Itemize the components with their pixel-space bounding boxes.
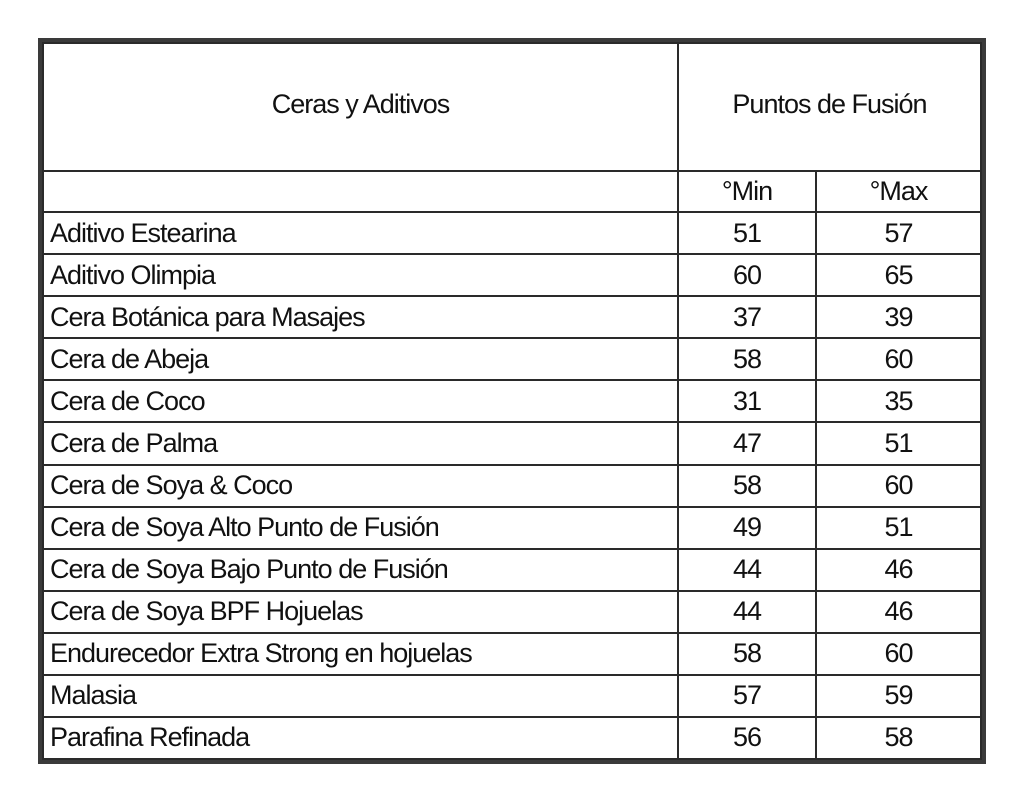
wax-name-cell: Cera Botánica para Masajes (43, 296, 678, 338)
subheader-row (43, 171, 981, 212)
subheader-min: °Min (678, 171, 816, 212)
table-row (43, 296, 981, 338)
header-waxes-additives: Ceras y Aditivos (43, 43, 678, 171)
wax-name-cell: Cera de Soya BPF Hojuelas (43, 591, 678, 633)
table-row (43, 549, 981, 591)
max-value-cell: 46 (816, 549, 981, 591)
wax-name-cell: Cera de Soya Alto Punto de Fusión (43, 507, 678, 549)
wax-name-cell: Aditivo Estearina (43, 212, 678, 254)
wax-name-cell: Aditivo Olimpia (43, 254, 678, 296)
max-value-cell: 60 (816, 465, 981, 507)
max-value-cell: 65 (816, 254, 981, 296)
table-row (43, 254, 981, 296)
table-row (43, 465, 981, 507)
min-value-cell: 37 (678, 296, 816, 338)
min-value-cell: 44 (678, 549, 816, 591)
wax-name-cell: Cera de Abeja (43, 338, 678, 380)
table-row (43, 591, 981, 633)
max-value-cell: 58 (816, 717, 981, 759)
max-value-cell: 51 (816, 422, 981, 464)
max-value-cell: 60 (816, 338, 981, 380)
table-row (43, 422, 981, 464)
wax-name-cell: Cera de Soya & Coco (43, 465, 678, 507)
max-value-cell: 35 (816, 380, 981, 422)
min-value-cell: 51 (678, 212, 816, 254)
min-value-cell: 58 (678, 338, 816, 380)
subheader-empty-cell (43, 171, 678, 212)
max-value-cell: 51 (816, 507, 981, 549)
wax-name-cell: Parafina Refinada (43, 717, 678, 759)
max-value-cell: 57 (816, 212, 981, 254)
header-row (43, 43, 981, 171)
wax-name-cell: Cera de Coco (43, 380, 678, 422)
wax-name-cell: Cera de Soya Bajo Punto de Fusión (43, 549, 678, 591)
min-value-cell: 60 (678, 254, 816, 296)
wax-name-cell: Endurecedor Extra Strong en hojuelas (43, 633, 678, 675)
max-value-cell: 39 (816, 296, 981, 338)
min-value-cell: 49 (678, 507, 816, 549)
table-row (43, 212, 981, 254)
header-melting-points: Puntos de Fusión (678, 43, 981, 171)
table-row (43, 633, 981, 675)
min-value-cell: 58 (678, 465, 816, 507)
subheader-max: °Max (816, 171, 981, 212)
melting-points-table-frame (38, 38, 986, 764)
min-value-cell: 56 (678, 717, 816, 759)
wax-name-cell: Cera de Palma (43, 422, 678, 464)
max-value-cell: 60 (816, 633, 981, 675)
table-row (43, 675, 981, 717)
table-row (43, 507, 981, 549)
min-value-cell: 47 (678, 422, 816, 464)
min-value-cell: 44 (678, 591, 816, 633)
table-row (43, 338, 981, 380)
table-body (43, 43, 981, 759)
max-value-cell: 46 (816, 591, 981, 633)
wax-name-cell: Malasia (43, 675, 678, 717)
melting-points-table (42, 42, 982, 760)
table-row (43, 717, 981, 759)
table-row (43, 380, 981, 422)
min-value-cell: 58 (678, 633, 816, 675)
min-value-cell: 57 (678, 675, 816, 717)
min-value-cell: 31 (678, 380, 816, 422)
max-value-cell: 59 (816, 675, 981, 717)
